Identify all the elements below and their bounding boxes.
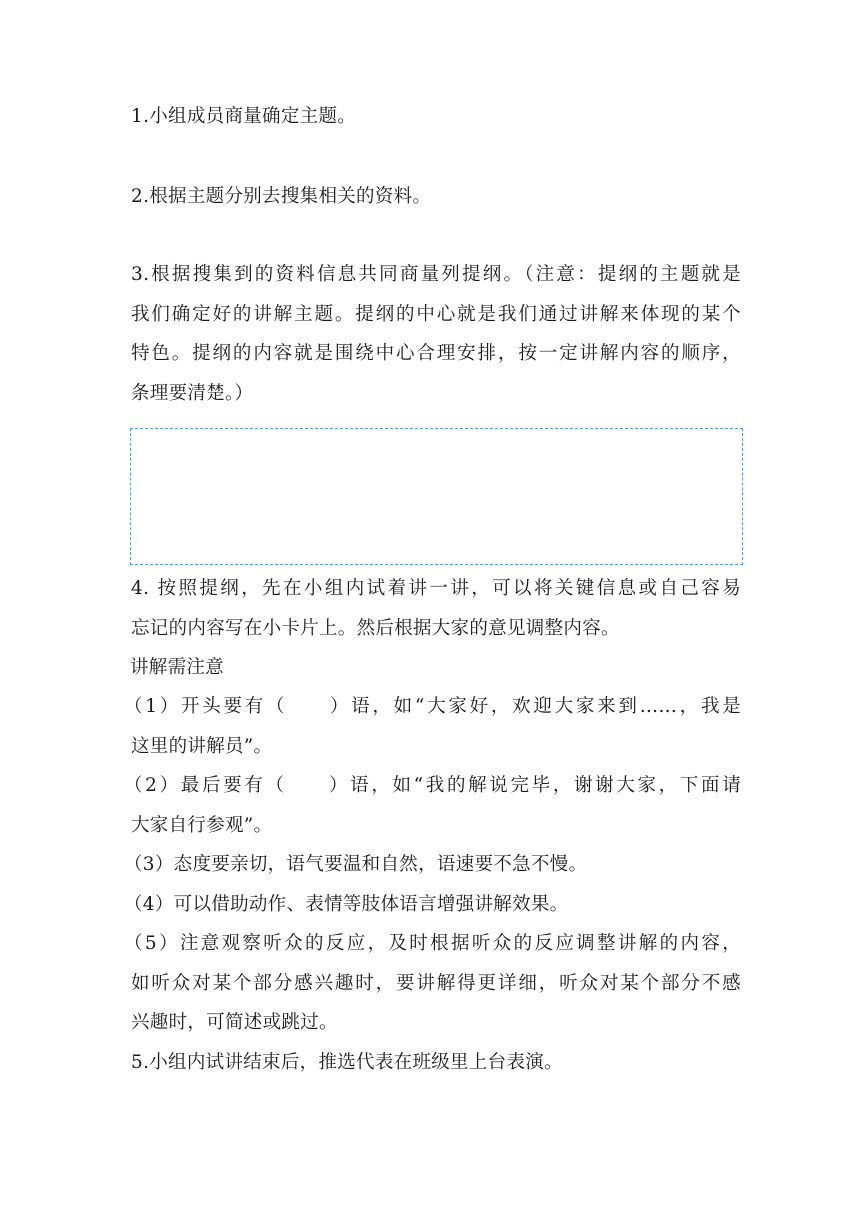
notes-heading: 讲解需注意 [130, 657, 225, 678]
note-2-line-1: （2）最后要有（ ）语，如“我的解说完毕，谢谢大家，下面请 [124, 775, 741, 796]
outline-answer-box[interactable] [130, 428, 743, 565]
note-1-line-1: （1）开头要有（ ）语，如“大家好，欢迎大家来到……，我是 [124, 696, 741, 717]
step-1: 1.小组成员商量确定主题。 [131, 106, 357, 127]
step-3-line-3: 特色。提纲的内容就是围绕中心合理安排，按一定讲解内容的顺序， [131, 343, 741, 364]
step-4-line-1: 4. 按照提纲，先在小组内试着讲一讲，可以将关键信息或自己容易 [131, 578, 741, 599]
step-2: 2.根据主题分别去搜集相关的资料。 [131, 186, 432, 207]
note-1-line-2: 这里的讲解员”。 [131, 736, 273, 757]
note-5-line-3: 兴趣时，可简述或跳过。 [131, 1012, 338, 1033]
step-3-line-2: 我们确定好的讲解主题。提纲的中心就是我们通过讲解来体现的某个 [131, 304, 741, 325]
note-2-line-2: 大家自行参观”。 [131, 815, 273, 836]
note-5-line-2: 如听众对某个部分感兴趣时，要讲解得更详细，听众对某个部分不感 [131, 973, 741, 994]
note-5-line-1: （5）注意观察听众的反应，及时根据听众的反应调整讲解的内容， [124, 933, 741, 954]
step-3-line-1: 3.根据搜集到的资料信息共同商量列提纲。（注意：提纲的主题就是 [131, 264, 741, 285]
step-5: 5.小组内试讲结束后，推选代表在班级里上台表演。 [131, 1052, 563, 1073]
step-4-line-2: 忘记的内容写在小卡片上。然后根据大家的意见调整内容。 [131, 618, 620, 639]
step-3-line-4: 条理要清楚。） [131, 383, 254, 404]
note-3: （3）态度要亲切，语气要温和自然，语速要不急不慢。 [124, 854, 588, 875]
note-4: （4）可以借助动作、表情等肢体语言增强讲解效果。 [124, 894, 569, 915]
